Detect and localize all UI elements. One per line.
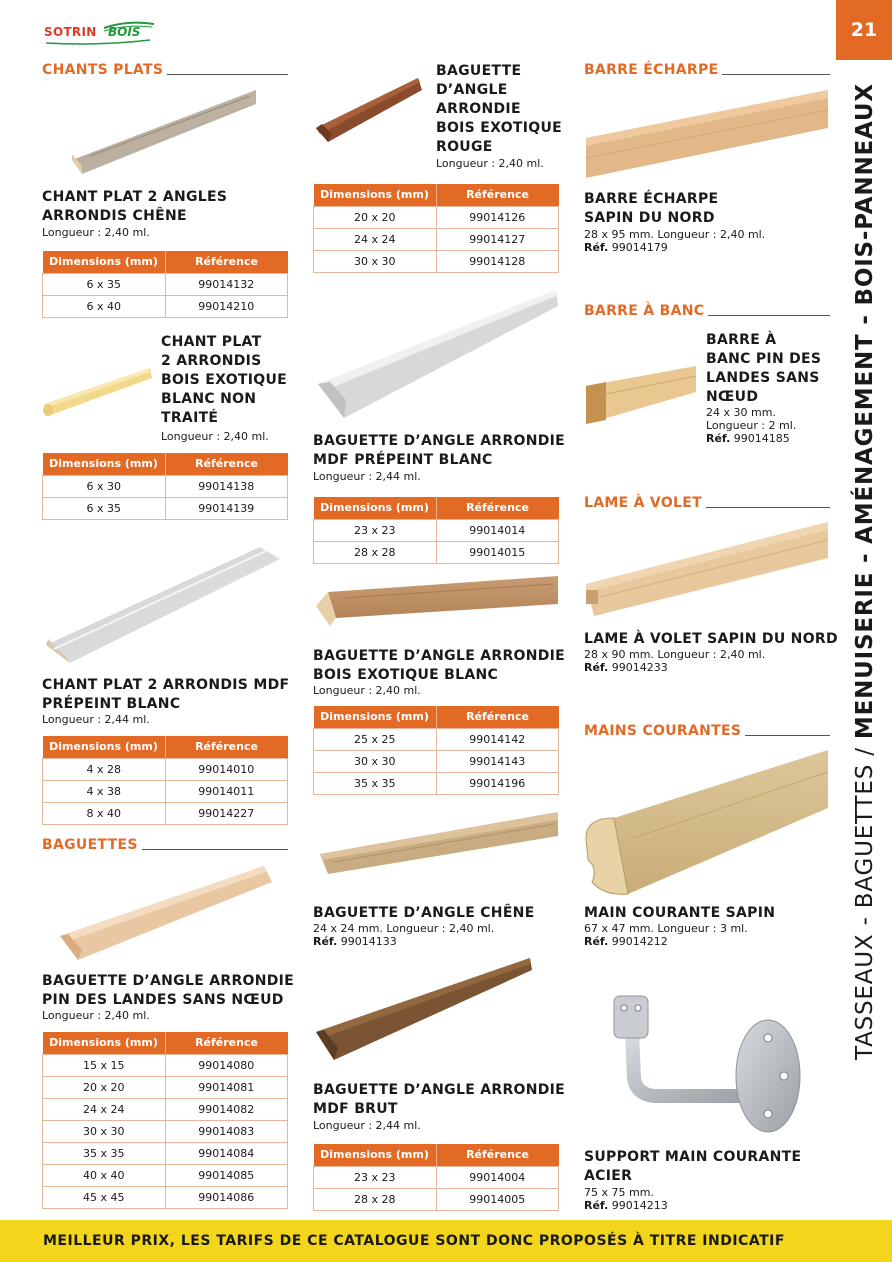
table-row: 25 x 25 99014142 [314, 728, 559, 750]
product-lame-volet-title: LAME À VOLET SAPIN DU NORD [584, 631, 838, 647]
table-row: 23 x 23 99014014 [314, 519, 559, 541]
section-lame-a-volet: LAME À VOLET [584, 495, 830, 511]
support-main-courante-image [608, 994, 804, 1138]
table-row: 4 x 28 99014010 [43, 758, 288, 780]
product-baguette-pin-title: BAGUETTE D’ANGLE ARRONDIE PIN DES LANDES SANS NŒUD [42, 973, 295, 1008]
table-row: 30 x 30 99014128 [314, 250, 559, 272]
product-baguette-mdf-brut-title: BAGUETTE D’ANGLE ARRONDIE MDF BRUT [313, 1082, 566, 1117]
product-chant-exotique-title: CHANT PLAT 2 ARRONDIS BOIS EXOTIQUE BLANC NON TRAITÉ [161, 334, 287, 426]
table-row: 30 x 30 99014143 [314, 750, 559, 772]
side-category-title [852, 60, 878, 1060]
product-baguette-exotique-blanc-length: Longueur : 2,40 ml. [313, 684, 421, 697]
table-chant-mdf: Dimensions (mm) Référence 4 x 28 99014010 4 x 38 99014011 8 x 40 99014227 [42, 736, 288, 825]
table-row: 20 x 20 99014126 [314, 206, 559, 228]
page-number: 21 [836, 0, 892, 60]
baguette-chene-image [314, 810, 560, 876]
table-row: 35 x 35 99014196 [314, 772, 559, 794]
side-title-bold: MENUISERIE - AMÉNAGEMENT - BOIS-PANNEAUX [852, 83, 878, 740]
table-baguette-mdf-brut: Dimensions (mm) Référence 23 x 23 99014004 28 x 28 99014005 [313, 1144, 559, 1211]
product-main-courante-title: MAIN COURANTE SAPIN [584, 905, 776, 921]
product-baguette-rouge-title: BAGUETTE D’ANGLE ARRONDIE BOIS EXOTIQUE ROUGE [436, 63, 562, 155]
table-row: 30 x 30 99014083 [43, 1120, 288, 1142]
table-chant-exotique: Dimensions (mm) Référence 6 x 30 99014138 6 x 35 99014139 [42, 453, 288, 520]
product-chant-chene-title: CHANT PLAT 2 ANGLES ARRONDIS CHÊNE [42, 189, 228, 224]
table-baguette-exotique-blanc: Dimensions (mm) Référence 25 x 25 99014142 30 x 30 99014143 35 x 35 99014196 [313, 706, 559, 795]
footer-text: MEILLEUR PRIX, LES TARIFS DE CE CATALOGUE SONT DONC PROPOSÉS À TITRE INDICATIF [43, 1233, 785, 1249]
baguette-mdf-blanc-image [316, 288, 560, 420]
section-barre-a-banc: BARRE À BANC [584, 303, 830, 319]
product-barre-banc-title: BARRE À BANC PIN DES LANDES SANS NŒUD [706, 332, 822, 405]
table-row: 24 x 24 99014082 [43, 1098, 288, 1120]
logo-word-sotrin: SOTRIN [44, 25, 97, 39]
product-baguette-exotique-blanc-title: BAGUETTE D’ANGLE ARRONDIE BOIS EXOTIQUE BLANC [313, 648, 566, 683]
product-barre-echarpe-details: 28 x 95 mm. Longueur : 2,40 ml. Réf. 99014179 [584, 228, 766, 254]
chant-plat-mdf-image [44, 545, 284, 665]
product-baguette-pin-length: Longueur : 2,40 ml. [42, 1009, 150, 1022]
side-title-light: TASSEAUX - BAGUETTES / [852, 739, 878, 1060]
product-baguette-chene-details: 24 x 24 mm. Longueur : 2,40 ml. Réf. 99014133 [313, 922, 495, 948]
product-main-courante-details: 67 x 47 mm. Longueur : 3 ml. Réf. 99014212 [584, 922, 748, 948]
barre-echarpe-image [584, 88, 830, 182]
product-barre-banc-details: 24 x 30 mm. Longueur : 2 ml. Réf. 99014185 [706, 406, 797, 445]
table-baguette-rouge: Dimensions (mm) Référence 20 x 20 99014126 24 x 24 99014127 30 x 30 99014128 [313, 184, 559, 273]
product-support-title: SUPPORT MAIN COURANTE ACIER [584, 1149, 802, 1184]
table-row: 40 x 40 99014085 [43, 1164, 288, 1186]
table-row: 20 x 20 99014081 [43, 1076, 288, 1098]
product-support-details: 75 x 75 mm. Réf. 99014213 [584, 1186, 668, 1212]
main-courante-image [584, 748, 830, 896]
table-row: 6 x 40 99014210 [43, 295, 288, 317]
table-row: 45 x 45 99014086 [43, 1186, 288, 1208]
product-baguette-mdf-brut-length: Longueur : 2,44 ml. [313, 1119, 421, 1132]
baguette-mdf-brut-image [314, 956, 534, 1066]
table-baguette-pin: Dimensions (mm) Référence 15 x 15 99014080 20 x 20 99014081 24 x 24 99014082 30 x 30 99014083 35 x 35 99014084 40 x 40 99014085 45 x 45 99014086 [42, 1032, 288, 1209]
product-chant-chene-length: Longueur : 2,40 ml. [42, 226, 150, 239]
brand-logo [42, 18, 157, 48]
section-barre-echarpe: BARRE ÉCHARPE [584, 62, 830, 78]
table-row: 6 x 30 99014138 [43, 475, 288, 497]
product-chant-mdf-title: CHANT PLAT 2 ARRONDIS MDF PRÉPEINT BLANC [42, 677, 290, 712]
table-chant-chene: Dimensions (mm) Référence 6 x 35 99014132 6 x 40 99014210 [42, 251, 288, 318]
chant-plat-chene-image [70, 86, 258, 176]
table-row: 28 x 28 99014015 [314, 541, 559, 563]
table-row: 4 x 38 99014011 [43, 780, 288, 802]
baguette-rouge-image [314, 76, 424, 148]
table-row: 6 x 35 99014132 [43, 273, 288, 295]
product-lame-volet-details: 28 x 90 mm. Longueur : 2,40 ml. Réf. 99014233 [584, 648, 766, 674]
table-row: 15 x 15 99014080 [43, 1054, 288, 1076]
baguette-pin-image [58, 864, 274, 964]
table-row: 24 x 24 99014127 [314, 228, 559, 250]
table-row: 6 x 35 99014139 [43, 497, 288, 519]
baguette-exotique-blanc-image [314, 574, 560, 644]
lame-a-volet-image [584, 520, 830, 618]
product-baguette-mdf-blanc-title: BAGUETTE D’ANGLE ARRONDIE MDF PRÉPEINT BLANC [313, 433, 566, 468]
product-baguette-rouge-length: Longueur : 2,40 ml. [436, 157, 544, 170]
section-baguettes: BAGUETTES [42, 837, 288, 853]
table-row: 28 x 28 99014005 [314, 1188, 559, 1210]
logo-word-bois: BOIS [108, 25, 141, 39]
product-barre-echarpe-title: BARRE ÉCHARPE SAPIN DU NORD [584, 191, 719, 226]
barre-a-banc-image [584, 364, 698, 426]
table-row: 23 x 23 99014004 [314, 1166, 559, 1188]
section-chants-plats: CHANTS PLATS [42, 62, 288, 78]
chant-plat-exotique-image [42, 360, 154, 420]
table-row: 8 x 40 99014227 [43, 802, 288, 824]
section-mains-courantes: MAINS COURANTES [584, 723, 830, 739]
product-chant-exotique-length: Longueur : 2,40 ml. [161, 430, 269, 443]
table-row: 35 x 35 99014084 [43, 1142, 288, 1164]
table-baguette-mdf-blanc: Dimensions (mm) Référence 23 x 23 99014014 28 x 28 99014015 [313, 497, 559, 564]
product-baguette-chene-title: BAGUETTE D’ANGLE CHÊNE [313, 905, 535, 921]
footer-banner [0, 1220, 892, 1262]
product-baguette-mdf-blanc-length: Longueur : 2,44 ml. [313, 470, 421, 483]
product-chant-mdf-length: Longueur : 2,44 ml. [42, 713, 150, 726]
